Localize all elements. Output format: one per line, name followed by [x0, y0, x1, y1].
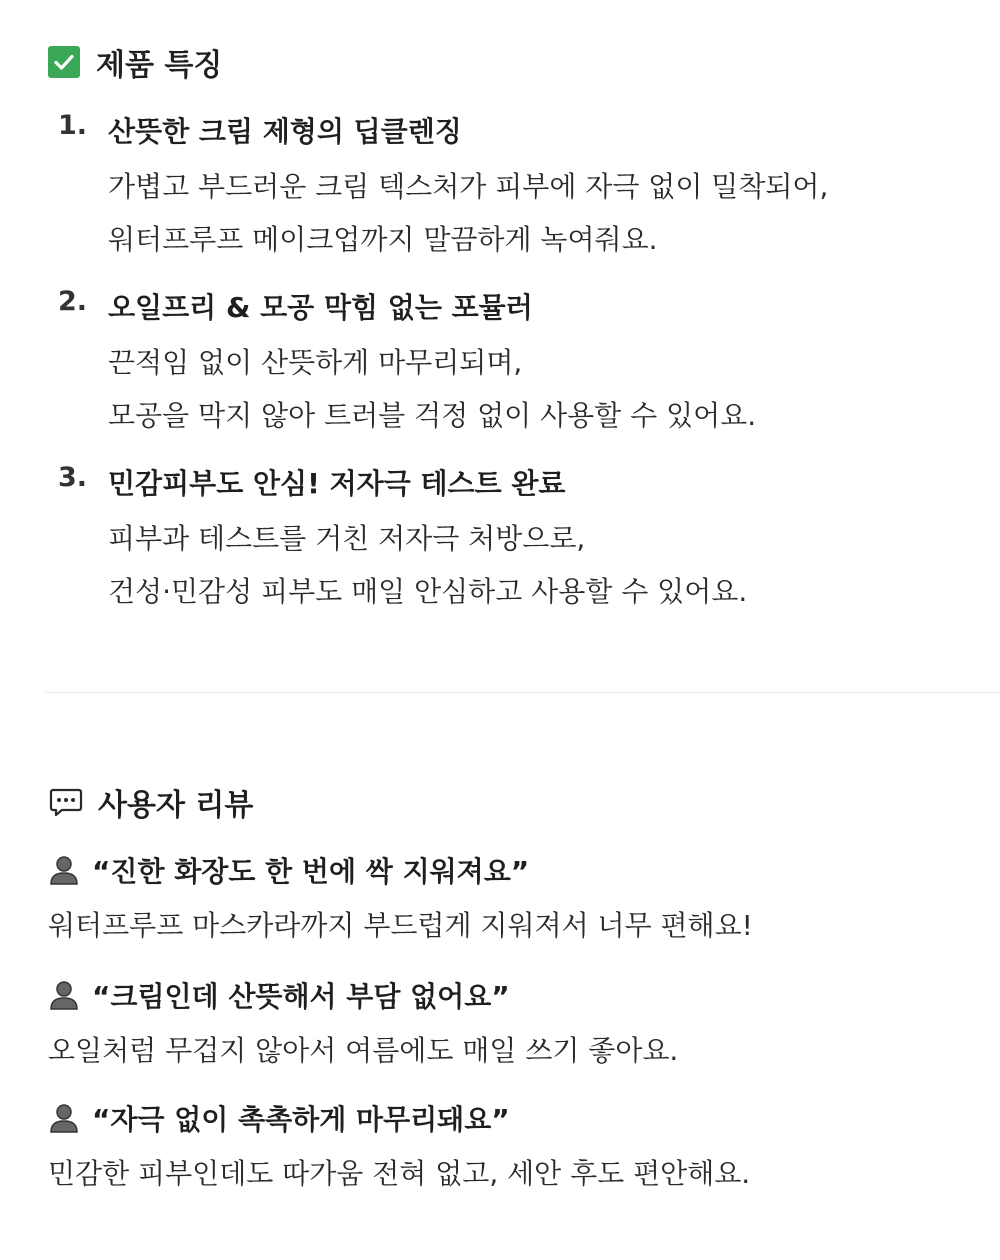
- speech-balloon-icon: [48, 784, 84, 820]
- review-title-text: “진한 화장도 한 번에 싹 지워져요”: [92, 855, 530, 888]
- section-divider: [46, 692, 1000, 693]
- feature-description-line: 워터프루프 메이크업까지 말끔하게 녹여줘요.: [108, 223, 658, 256]
- review-title: [48, 850, 529, 890]
- reviews-section-title: [48, 780, 253, 824]
- reviews-title-text: 사용자 리뷰: [98, 788, 254, 823]
- check-mark-button-icon: [48, 46, 80, 78]
- feature-description-line: 끈적임 없이 산뜻하게 마무리되며,: [108, 346, 523, 379]
- review-body: 오일처럼 무겁지 않아서 여름에도 매일 쓰기 좋아요.: [48, 1034, 679, 1067]
- features-title-text: 제품 특징: [96, 48, 223, 83]
- review-title-text: “크림인데 산뜻해서 부담 없어요”: [92, 980, 510, 1013]
- feature-description-line: 가볍고 부드러운 크림 텍스처가 피부에 자극 없이 밀착되어,: [108, 170, 829, 203]
- review-body: 워터프루프 마스카라까지 부드럽게 지워져서 너무 편해요!: [48, 909, 753, 942]
- person-icon: [48, 854, 80, 886]
- feature-number: 1.: [58, 110, 88, 141]
- feature-title: 민감피부도 안심! 저자극 테스트 완료: [108, 467, 566, 500]
- review-title-text: “자극 없이 촉촉하게 마무리돼요”: [92, 1103, 510, 1136]
- person-icon: [48, 1102, 80, 1134]
- review-body: 민감한 피부인데도 따가움 전혀 없고, 세안 후도 편안해요.: [48, 1157, 751, 1190]
- feature-number: 2.: [58, 286, 88, 317]
- feature-number: 3.: [58, 462, 88, 493]
- feature-description-line: 피부과 테스트를 거친 저자극 처방으로,: [108, 522, 586, 555]
- review-title: [48, 975, 510, 1015]
- feature-title: 오일프리 & 모공 막힘 없는 포뮬러: [108, 291, 533, 324]
- feature-title: 산뜻한 크림 제형의 딥클렌징: [108, 115, 462, 148]
- review-title: [48, 1098, 510, 1138]
- feature-description-line: 건성·민감성 피부도 매일 안심하고 사용할 수 있어요.: [108, 575, 748, 608]
- person-icon: [48, 979, 80, 1011]
- features-section-title: [48, 40, 222, 84]
- feature-description-line: 모공을 막지 않아 트러블 걱정 없이 사용할 수 있어요.: [108, 399, 757, 432]
